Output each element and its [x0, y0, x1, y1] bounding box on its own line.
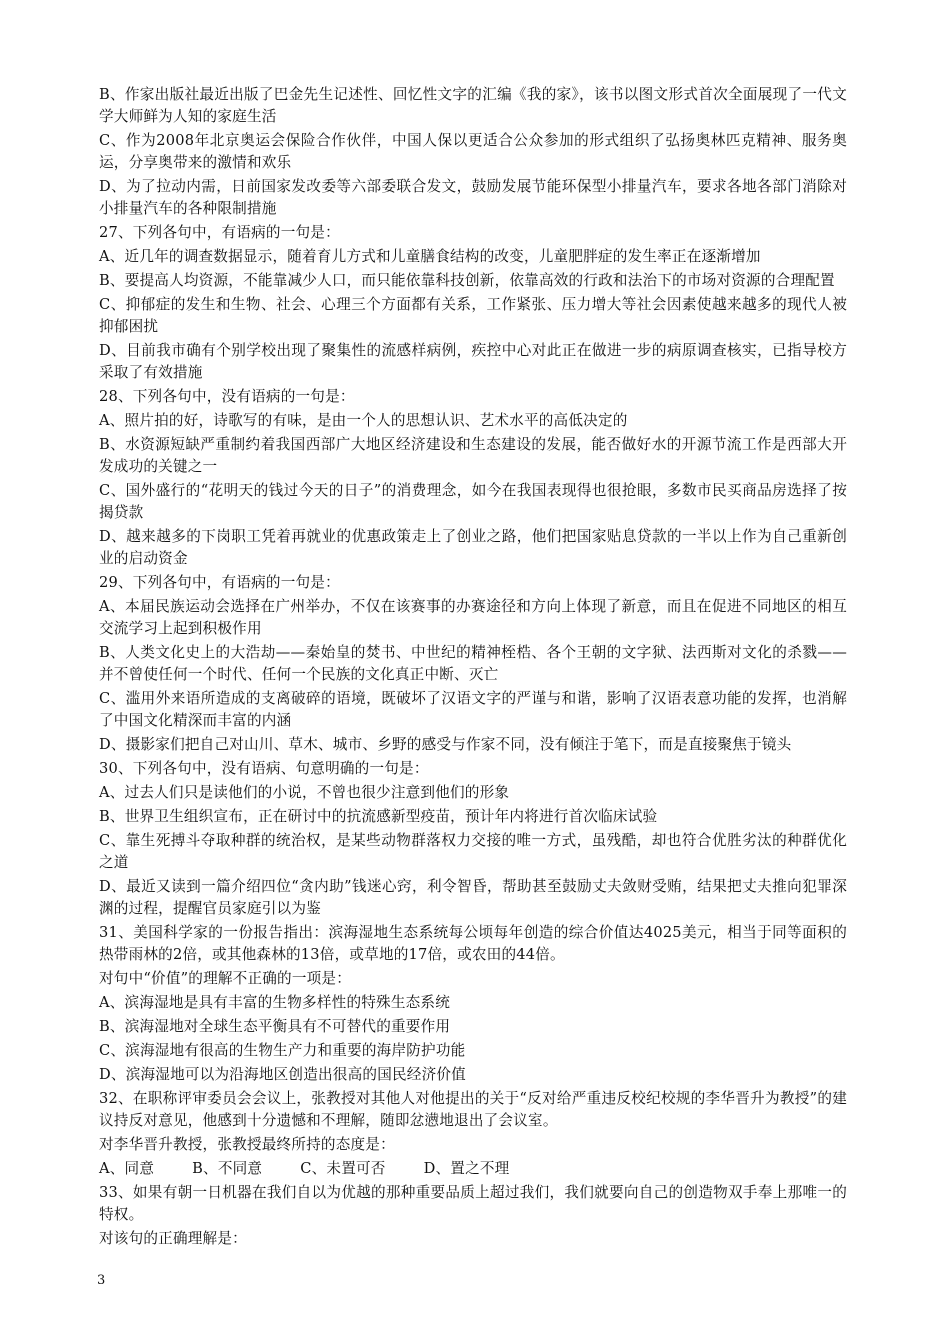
- paragraph: C、靠生死搏斗夺取种群的统治权，是某些动物群落权力交接的唯一方式，虽残酷，却也符合优胜劣汰的种群优化之道: [99, 832, 847, 871]
- paragraph: A、近几年的调查数据显示，随着育儿方式和儿童膳食结构的改变，儿童肥胖症的发生率正在逐渐增加: [99, 248, 761, 265]
- paragraph: D、摄影家们把自己对山川、草木、城市、乡野的感受与作家不同，没有倾注于笔下，而是直接聚焦于镜头: [99, 736, 792, 753]
- paragraph: C、滨海湿地有很高的生物生产力和重要的海岸防护功能: [99, 1042, 466, 1059]
- option-c: C、未置可否: [300, 1160, 386, 1177]
- paragraph: B、要提高人均资源，不能靠减少人口，而只能依靠科技创新，依靠高效的行政和法治下的市场对资源的合理配置: [99, 272, 835, 289]
- paragraph: A、过去人们只是读他们的小说，不曾也很少注意到他们的形象: [99, 784, 510, 801]
- paragraph: 33、如果有朝一日机器在我们自以为优越的那种重要品质上超过我们，我们就要向自己的创造物双手奉上那唯一的特权。: [99, 1184, 847, 1223]
- paragraph: 28、下列各句中，没有语病的一句是：: [99, 388, 355, 405]
- option-b: B、不同意: [192, 1160, 263, 1177]
- paragraph: A、滨海湿地是具有丰富的生物多样性的特殊生态系统: [99, 994, 450, 1011]
- paragraph: 对句中“价值”的理解不正确的一项是：: [99, 970, 352, 987]
- paragraph: 27、下列各句中，有语病的一句是：: [99, 224, 340, 241]
- paragraph: D、滨海湿地可以为沿海地区创造出很高的国民经济价值: [99, 1066, 466, 1083]
- paragraph: 对李华晋升教授，张教授最终所持的态度是：: [99, 1136, 395, 1153]
- paragraph: B、滨海湿地对全球生态平衡具有不可替代的重要作用: [99, 1018, 451, 1035]
- paragraph: D、越来越多的下岗职工凭着再就业的优惠政策走上了创业之路，他们把国家贴息贷款的一半以上作为自己重新创业的启动资金: [99, 528, 847, 567]
- paragraph: B、作家出版社最近出版了巴金先生记述性、回忆性文字的汇编《我的家》，该书以图文形式首次全面展现了一代文学大师鲜为人知的家庭生活: [99, 86, 847, 125]
- option-d: D、置之不理: [423, 1160, 510, 1177]
- paragraph: 对该句的正确理解是：: [99, 1230, 247, 1247]
- paragraph: C、抑郁症的发生和生物、社会、心理三个方面都有关系，工作紧张、压力增大等社会因素使越来越多的现代人被抑郁困扰: [99, 296, 847, 335]
- paragraph: 32、在职称评审委员会会议上，张教授对其他人对他提出的关于“反对给严重违反校纪校规的李华晋升为教授”的建议持反对意见，他感到十分遗憾和不理解，随即忿懑地退出了会议室。: [99, 1090, 847, 1129]
- paragraph: A、照片拍的好，诗歌写的有味，是由一个人的思想认识、艺术水平的高低决定的: [99, 412, 628, 429]
- option-a: A、同意: [99, 1160, 155, 1177]
- page-number: 3: [97, 1273, 106, 1288]
- question-paragraphs-after: [99, 1182, 847, 1250]
- paragraph: 29、下列各句中，有语病的一句是：: [99, 574, 340, 591]
- question-32-options: [99, 1158, 847, 1180]
- paragraph: D、目前我市确有个别学校出现了聚集性的流感样病例，疾控中心对此正在做进一步的病原调查核实，已指导校方采取了有效措施: [99, 342, 847, 381]
- question-paragraphs: [99, 84, 847, 1156]
- paragraph: D、最近又读到一篇介绍四位“贪内助”钱迷心窍，利令智昏，帮助甚至鼓励丈夫敛财受贿，结果把丈夫推向犯罪深渊的过程，提醒官员家庭引以为鉴: [99, 878, 847, 917]
- paragraph: C、滥用外来语所造成的支离破碎的语境，既破坏了汉语文字的严谨与和谐，影响了汉语表意功能的发挥，也消解了中国文化精深而丰富的内涵: [99, 690, 847, 729]
- paragraph: C、国外盛行的“花明天的钱过今天的日子”的消费理念，如今在我国表现得也很抢眼，多数市民买商品房选择了按揭贷款: [99, 482, 847, 521]
- paragraph: B、人类文化史上的大浩劫——秦始皇的焚书、中世纪的精神桎梏、各个王朝的文字狱、法西斯对文化的杀戮——并不曾使任何一个时代、任何一个民族的文化真正中断、灭亡: [99, 644, 847, 683]
- paragraph: D、为了拉动内需，日前国家发改委等六部委联合发文，鼓励发展节能环保型小排量汽车，要求各地各部门消除对小排量汽车的各种限制措施: [99, 178, 847, 217]
- paragraph: B、水资源短缺严重制约着我国西部广大地区经济建设和生态建设的发展，能否做好水的开源节流工作是西部大开发成功的关键之一: [99, 436, 847, 475]
- paragraph: C、作为2008年北京奥运会保险合作伙伴，中国人保以更适合公众参加的形式组织了弘扬奥林匹克精神、服务奥运，分享奥带来的激情和欢乐: [99, 132, 847, 171]
- page-content: [99, 84, 847, 1252]
- paragraph: B、世界卫生组织宣布，正在研讨中的抗流感新型疫苗，预计年内将进行首次临床试验: [99, 808, 658, 825]
- paragraph: A、本届民族运动会选择在广州举办，不仅在该赛事的办赛途径和方向上体现了新意，而且在促进不同地区的相互交流学习上起到积极作用: [99, 598, 847, 637]
- paragraph: 31、美国科学家的一份报告指出：滨海湿地生态系统每公顷每年创造的综合价值达4025美元，相当于同等面积的热带雨林的2倍，或其他森林的13倍，或草地的17倍，或农田的44倍。: [99, 924, 847, 963]
- paragraph: 30、下列各句中，没有语病、句意明确的一句是：: [99, 760, 429, 777]
